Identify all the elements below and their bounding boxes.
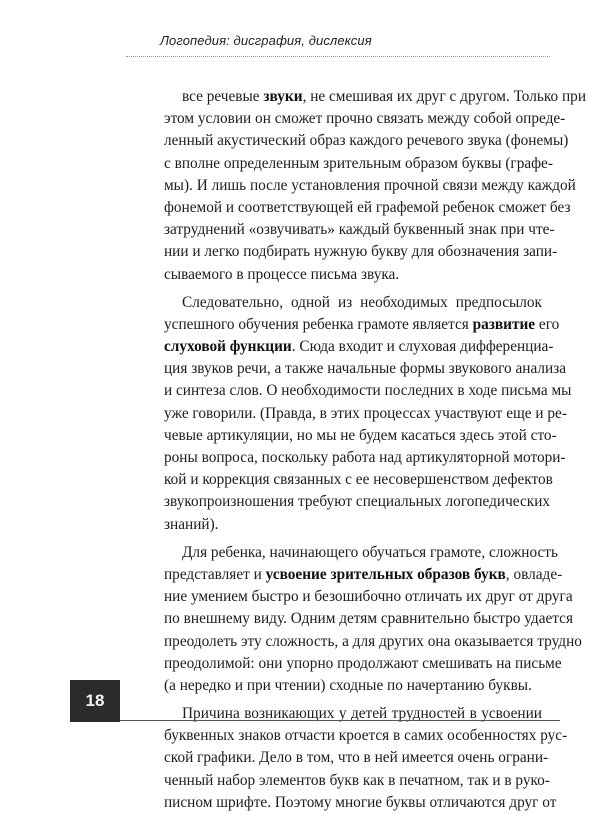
emphasized-term: усвоение зрительных образов букв	[265, 565, 506, 583]
text-line	[164, 792, 557, 814]
text-run: с вполне определенным зрительным образом буквы (графе-	[164, 154, 553, 172]
text-line	[164, 336, 554, 358]
text-run: фонемой и соответствующей ей графемой ребенок сможет без	[164, 198, 571, 216]
text-line	[164, 542, 558, 564]
text-run: буквенных знаков отчасти кроется в самих особенностях рус-	[164, 727, 568, 745]
emphasized-term: звуки	[263, 88, 303, 105]
text-run: успешного обучения ребенка грамоте является	[164, 315, 473, 333]
text-line	[164, 631, 582, 653]
text-line	[164, 608, 573, 630]
text-run: ченный набор элементов букв как в печатном, так и в руко-	[164, 771, 550, 789]
text-run: писном шрифте. Поэтому многие буквы отличаются друг от	[164, 793, 557, 811]
text-line	[164, 514, 542, 536]
text-run: этом условии он сможет прочно связать между собой опреде-	[164, 110, 566, 128]
text-run: знаний).	[164, 515, 219, 533]
text-run: преодолимой: они упорно продолжают смешивать на письме	[164, 654, 562, 672]
text-line	[164, 491, 551, 513]
text-line	[164, 108, 566, 130]
text-run: преодолеть эту сложность, а для других она оказывается трудно	[164, 632, 582, 650]
text-line	[164, 380, 572, 402]
text-line	[164, 241, 558, 263]
text-run: чевые артикуляции, но мы не будем касаться здесь этой сто-	[164, 426, 557, 444]
text-run: и синтеза слов. О необходимости последних в ходе письма мы	[164, 382, 572, 400]
text-line	[164, 292, 542, 314]
emphasized-term: слуховой функции	[164, 338, 292, 356]
text-run: (а нередко и при чтении) сходные по начертанию буквы.	[164, 676, 532, 694]
text-line	[164, 153, 553, 175]
text-line	[164, 86, 587, 108]
text-run: сываемого в процессе письма звука.	[164, 265, 400, 283]
text-run: ние умением быстро и безошибочно отличать их друг от друга	[164, 588, 573, 606]
running-header: Логопедия: дисграфия, дислексия	[160, 33, 372, 48]
text-line	[164, 358, 567, 380]
text-run: ленный акустический образ каждого речевого звука (фонемы)	[164, 132, 569, 150]
text-line	[164, 469, 553, 491]
text-run: . Сюда входит и слуховая дифференциа-	[291, 338, 554, 356]
text-run: , овладе-	[505, 565, 563, 583]
text-run: ской графики. Дело в том, что в ней имеется очень ограни-	[164, 749, 549, 767]
text-line	[164, 264, 542, 286]
text-line	[164, 770, 550, 792]
text-run: , не смешивая их друг с другом. Только при	[302, 88, 587, 105]
paragraph	[164, 292, 572, 536]
text-run: нии и легко подбирать нужную букву для обозначения запи-	[164, 243, 558, 261]
page-number-box	[70, 680, 120, 722]
text-line	[164, 219, 555, 241]
text-run: Для ребенка, начинающего обучаться грамоте, сложность	[182, 543, 558, 561]
text-line	[164, 586, 573, 608]
text-line	[164, 425, 557, 447]
emphasized-term: развитие	[472, 315, 536, 333]
text-run: Следовательно, одной из необходимых предпосылок	[182, 293, 542, 311]
text-line	[164, 703, 542, 725]
text-run: роны вопроса, поскольку работа над артикуляторной мотори-	[164, 449, 566, 466]
text-line	[164, 675, 542, 697]
text-run: звукопроизношения требуют специальных логопедических	[164, 493, 551, 511]
page-body-text	[164, 86, 587, 814]
text-run: Причина возникающих у детей трудностей в усвоении	[182, 705, 542, 723]
text-run: все речевые	[182, 88, 264, 105]
text-line	[164, 130, 569, 152]
text-line	[164, 314, 560, 336]
text-line	[164, 175, 576, 197]
footer-divider	[120, 720, 560, 721]
text-run: мы). И лишь после установления прочной связи между каждой	[164, 176, 576, 194]
paragraph	[164, 86, 587, 286]
text-run: его	[535, 315, 560, 333]
text-run: уже говорили. (Правда, в этих процессах участвуют еще и ре-	[164, 404, 567, 422]
text-run: затруднений «озвучивать» каждый буквенный знак при чте-	[164, 221, 555, 239]
text-line	[164, 447, 566, 469]
header-divider	[126, 56, 550, 57]
text-run: по внешнему виду. Одним детям сравнительно быстро удается	[164, 610, 573, 628]
text-line	[164, 653, 562, 675]
paragraph	[164, 542, 582, 697]
text-line	[164, 725, 568, 747]
text-line	[164, 197, 571, 219]
page-number: 18	[85, 691, 105, 710]
text-run: кой и коррекция связанных с ее несовершенством дефектов	[164, 471, 553, 489]
text-run: представляет и	[164, 565, 266, 583]
text-line	[164, 747, 549, 769]
text-line	[164, 403, 567, 425]
text-run: ция звуков речи, а также начальные формы звукового анализа	[164, 360, 567, 378]
text-line	[164, 564, 563, 586]
